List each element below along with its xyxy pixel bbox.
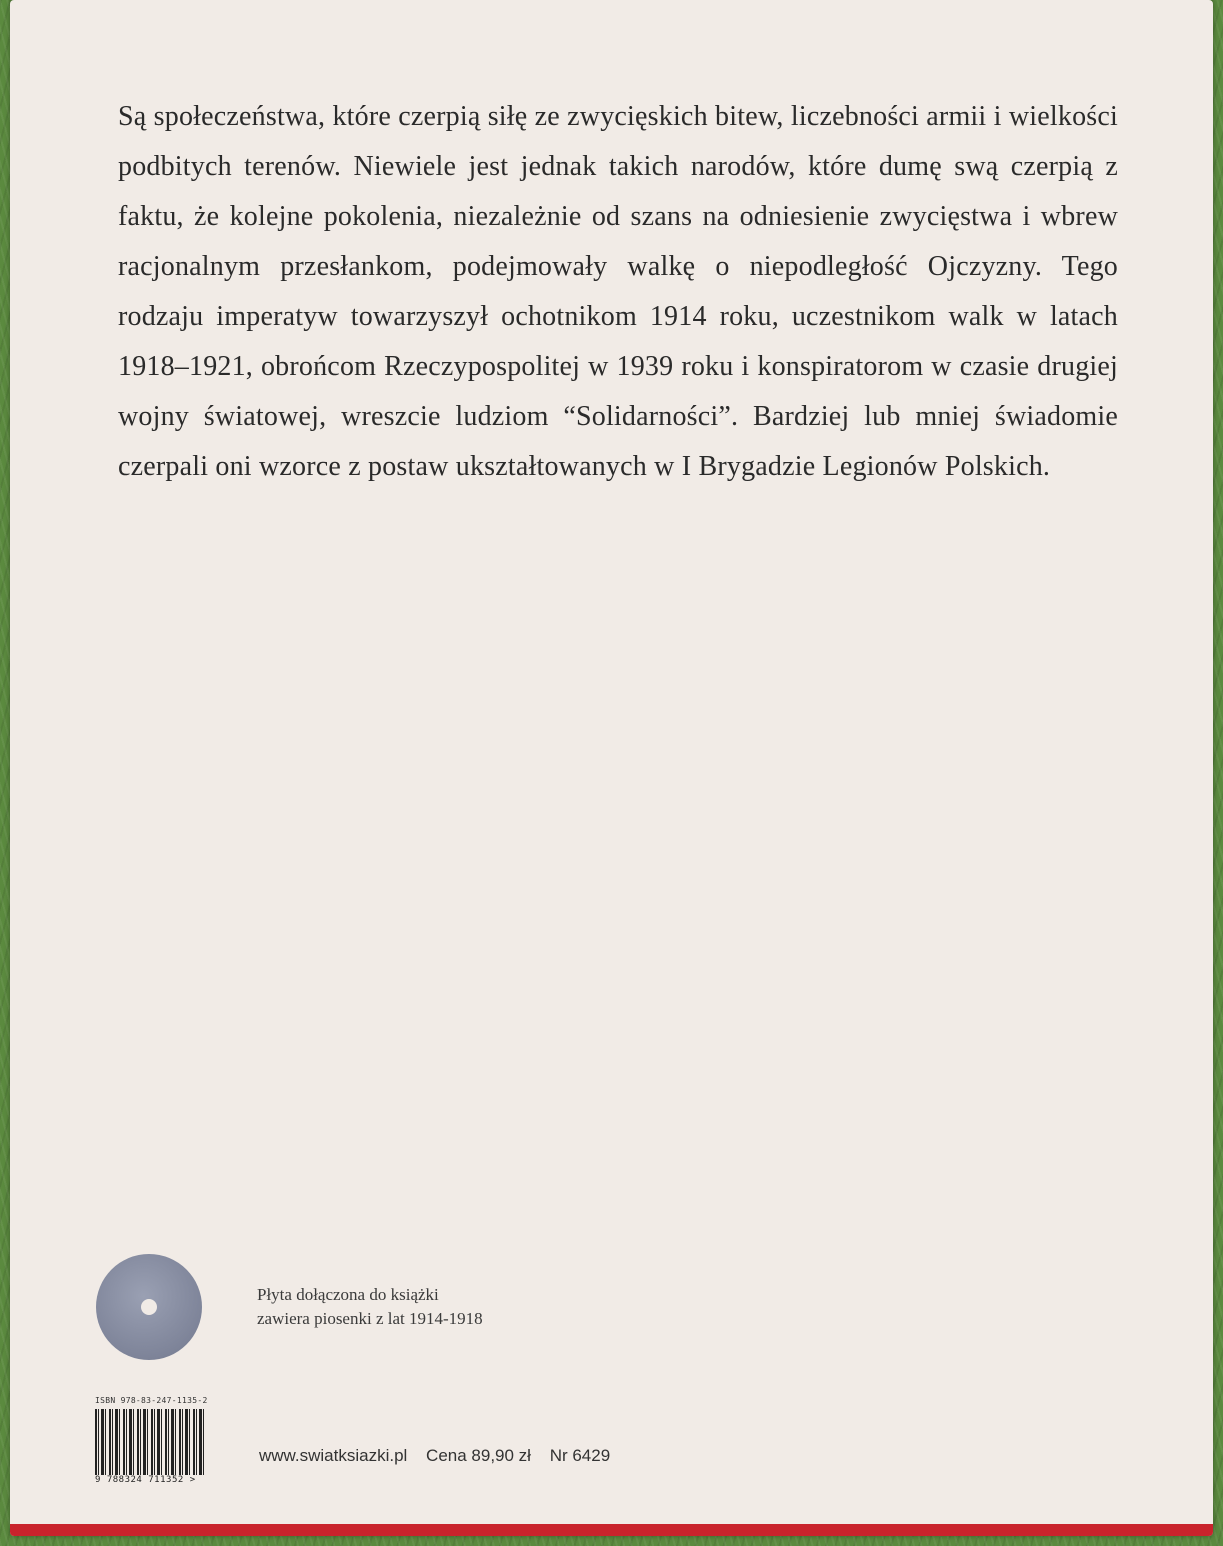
cd-note-line-1: Płyta dołączona do książki xyxy=(257,1285,439,1304)
cd-note-line-2: zawiera piosenki z lat 1914-1918 xyxy=(257,1309,483,1328)
barcode-digits: 9 788324 711352 > xyxy=(95,1475,196,1485)
cover-bottom-edge xyxy=(10,1524,1213,1536)
website-text: www.swiatksiazki.pl xyxy=(259,1446,408,1465)
catalog-number: Nr 6429 xyxy=(549,1446,611,1465)
barcode-bars xyxy=(95,1409,207,1475)
cd-hole xyxy=(141,1299,157,1315)
book-back-cover xyxy=(10,0,1213,1536)
cd-note xyxy=(257,1283,483,1331)
isbn-text: ISBN 978-83-247-1135-2 xyxy=(95,1396,208,1405)
price-text: Cena 89,90 zł xyxy=(426,1446,531,1465)
footer-line xyxy=(259,1446,624,1466)
cover-blurb: Są społeczeństwa, które czerpią siłę ze zwycięskich bitew, liczebności armii i wielkości podbitych terenów. Niewiele jest jednak takich narodów, które dumę swą czerpią z faktu, że kolejne pokolenia, niezależnie od szans na odniesienie zwycięstwa i wbrew racjonalnym przesłankom, podejmowały walkę o niepodległość Ojczyzny. Tego rodzaju imperatyw towarzyszył ochotnikom 1914 roku, uczestnikom walk w latach 1918–1921, obrońcom Rzeczypospolitej w 1939 roku i konspiratorom w czasie drugiej wojny światowej, wreszcie ludziom “Solidarności”. Bardziej lub mniej świadomie czerpali oni wzorce z postaw ukształtowanych w I Brygadzie Legionów Polskich. xyxy=(118,101,1118,482)
cd-disc-icon xyxy=(96,1254,202,1360)
barcode xyxy=(95,1396,213,1492)
